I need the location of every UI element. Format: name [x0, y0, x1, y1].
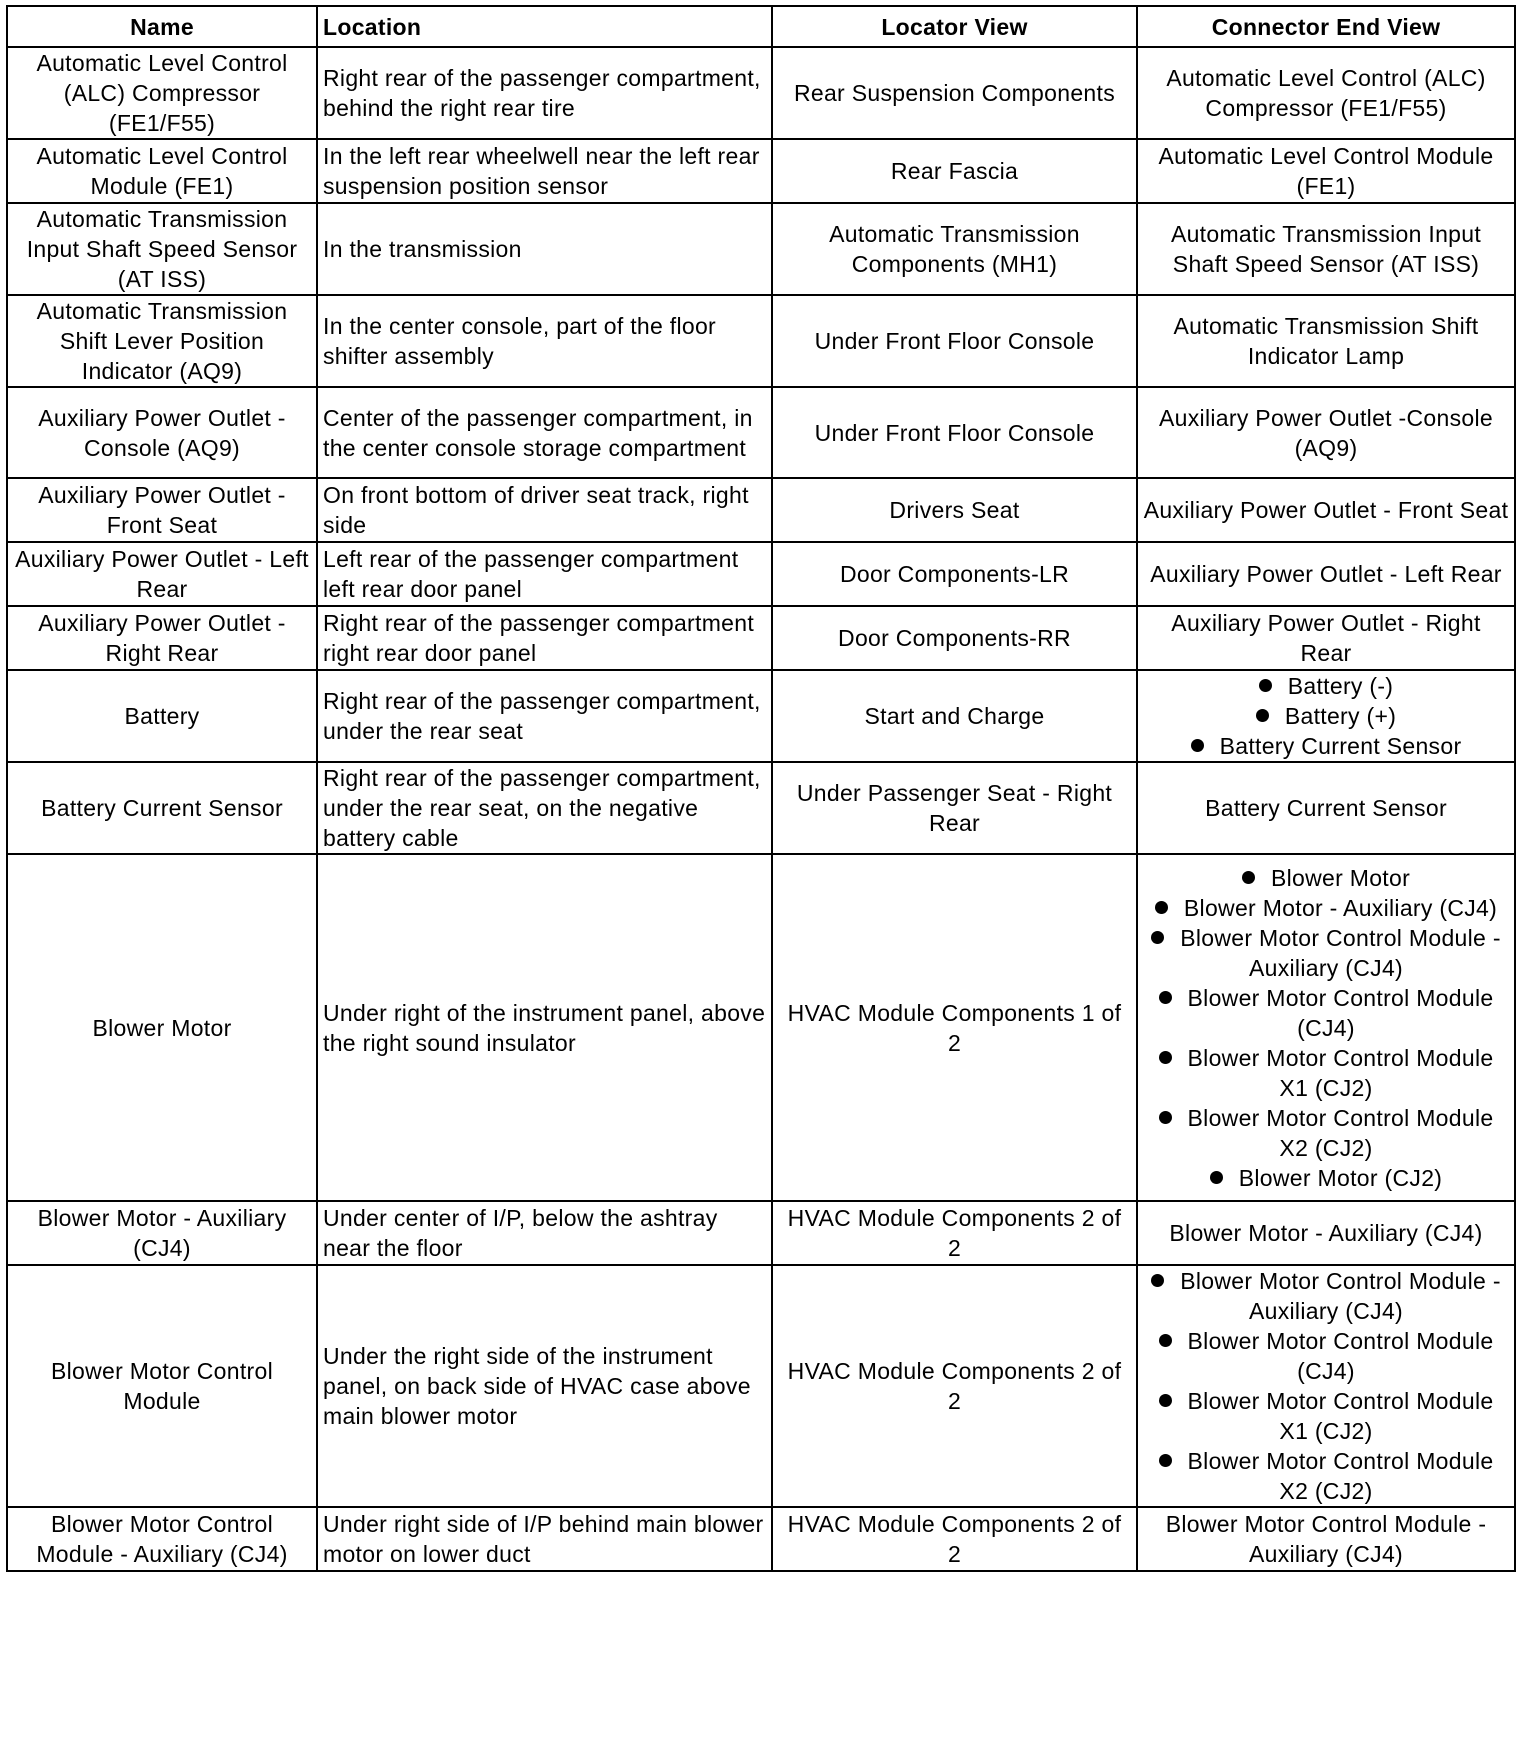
cell-name: Automatic Transmission Input Shaft Speed Sensor (AT ISS) [7, 203, 317, 295]
cell-location: In the transmission [317, 203, 772, 295]
connector-list [1143, 863, 1509, 1193]
table-row [7, 542, 1515, 606]
bullet-icon [1155, 901, 1168, 914]
cell-name: Blower Motor Control Module [7, 1265, 317, 1507]
cell-locator-view: Rear Suspension Components [772, 47, 1137, 139]
bullet-icon [1242, 871, 1255, 884]
table-row [7, 139, 1515, 203]
table-row [7, 1265, 1515, 1507]
connector-label: Blower Motor Control Module X1 (CJ2) [1187, 1388, 1494, 1444]
cell-location: Under center of I/P, below the ashtray near the floor [317, 1201, 772, 1265]
cell-name: Auxiliary Power Outlet - Left Rear [7, 542, 317, 606]
cell-connector-end-view: Auxiliary Power Outlet - Left Rear [1137, 542, 1515, 606]
cell-locator-view: Door Components-RR [772, 606, 1137, 670]
cell-connector-end-view: Auxiliary Power Outlet - Front Seat [1137, 478, 1515, 542]
cell-locator-view: Drivers Seat [772, 478, 1137, 542]
connector-label: Blower Motor - Auxiliary (CJ4) [1183, 894, 1498, 921]
connector-list [1143, 1266, 1509, 1506]
bullet-icon [1159, 1051, 1172, 1064]
cell-name: Automatic Level Control (ALC) Compressor (FE1/F55) [7, 47, 317, 139]
cell-locator-view: Automatic Transmission Components (MH1) [772, 203, 1137, 295]
table-row [7, 1201, 1515, 1265]
cell-locator-view: Under Front Floor Console [772, 295, 1137, 387]
bullet-icon [1151, 931, 1164, 944]
cell-name: Blower Motor [7, 854, 317, 1201]
cell-name: Blower Motor - Auxiliary (CJ4) [7, 1201, 317, 1265]
cell-location: Right rear of the passenger compartment, behind the right rear tire [317, 47, 772, 139]
connector-list [1143, 671, 1509, 761]
table-row [7, 762, 1515, 854]
cell-connector-end-view [1137, 670, 1515, 762]
cell-name: Blower Motor Control Module - Auxiliary (CJ4) [7, 1507, 317, 1571]
bullet-icon [1210, 1171, 1223, 1184]
connector-list-item [1143, 1446, 1509, 1506]
cell-locator-view: HVAC Module Components 2 of 2 [772, 1507, 1137, 1571]
cell-locator-view: Rear Fascia [772, 139, 1137, 203]
bullet-icon [1259, 679, 1272, 692]
cell-name: Automatic Transmission Shift Lever Position Indicator (AQ9) [7, 295, 317, 387]
cell-locator-view: Start and Charge [772, 670, 1137, 762]
bullet-icon [1159, 991, 1172, 1004]
connector-list-item [1143, 863, 1509, 893]
table-body [7, 47, 1515, 1571]
cell-location: Under the right side of the instrument panel, on back side of HVAC case above main blower motor [317, 1265, 772, 1507]
cell-location: Under right side of I/P behind main blower motor on lower duct [317, 1507, 772, 1571]
connector-label: Blower Motor Control Module X1 (CJ2) [1187, 1044, 1494, 1101]
connector-label: Battery (-) [1287, 673, 1394, 699]
cell-connector-end-view: Blower Motor - Auxiliary (CJ4) [1137, 1201, 1515, 1265]
connector-list-item [1143, 893, 1509, 923]
table-row [7, 295, 1515, 387]
bullet-icon [1151, 1274, 1164, 1287]
component-locator-table [6, 5, 1516, 1572]
cell-connector-end-view: Automatic Transmission Shift Indicator Lamp [1137, 295, 1515, 387]
table-row [7, 670, 1515, 762]
table-row [7, 203, 1515, 295]
cell-location: Right rear of the passenger compartment, under the rear seat, on the negative battery cable [317, 762, 772, 854]
cell-location: Under right of the instrument panel, above the right sound insulator [317, 854, 772, 1201]
cell-connector-end-view: Auxiliary Power Outlet -Console (AQ9) [1137, 387, 1515, 478]
connector-label: Battery Current Sensor [1219, 733, 1462, 759]
connector-list-item [1143, 1103, 1509, 1163]
bullet-icon [1256, 709, 1269, 722]
bullet-icon [1159, 1394, 1172, 1407]
component-locator-table-container [6, 5, 1516, 1572]
connector-label: Blower Motor [1270, 864, 1411, 891]
cell-connector-end-view: Automatic Level Control Module (FE1) [1137, 139, 1515, 203]
bullet-icon [1159, 1454, 1172, 1467]
bullet-icon [1159, 1111, 1172, 1124]
cell-connector-end-view: Battery Current Sensor [1137, 762, 1515, 854]
cell-connector-end-view: Blower Motor Control Module - Auxiliary (CJ4) [1137, 1507, 1515, 1571]
cell-name: Battery [7, 670, 317, 762]
table-row [7, 606, 1515, 670]
cell-name: Auxiliary Power Outlet - Console (AQ9) [7, 387, 317, 478]
connector-label: Blower Motor Control Module X2 (CJ2) [1187, 1448, 1494, 1504]
connector-list-item [1143, 671, 1509, 701]
connector-label: Blower Motor Control Module (CJ4) [1187, 1328, 1494, 1384]
connector-list-item [1143, 1163, 1509, 1193]
connector-list-item [1143, 1266, 1509, 1326]
header-name: Name [7, 6, 317, 47]
cell-location: In the center console, part of the floor shifter assembly [317, 295, 772, 387]
cell-name: Auxiliary Power Outlet - Right Rear [7, 606, 317, 670]
cell-location: Left rear of the passenger compartment left rear door panel [317, 542, 772, 606]
connector-list-item [1143, 1386, 1509, 1446]
cell-connector-end-view: Automatic Level Control (ALC) Compressor (FE1/F55) [1137, 47, 1515, 139]
cell-location: Right rear of the passenger compartment, under the rear seat [317, 670, 772, 762]
cell-locator-view: HVAC Module Components 2 of 2 [772, 1201, 1137, 1265]
cell-location: Center of the passenger compartment, in the center console storage compartment [317, 387, 772, 478]
cell-locator-view: Under Passenger Seat - Right Rear [772, 762, 1137, 854]
connector-list-item [1143, 701, 1509, 731]
bullet-icon [1159, 1334, 1172, 1347]
connector-list-item [1143, 983, 1509, 1043]
cell-name: Battery Current Sensor [7, 762, 317, 854]
header-connector-end-view: Connector End View [1137, 6, 1515, 47]
connector-label: Blower Motor Control Module X2 (CJ2) [1187, 1104, 1494, 1161]
cell-connector-end-view [1137, 854, 1515, 1201]
table-row [7, 1507, 1515, 1571]
connector-label: Blower Motor (CJ2) [1238, 1164, 1443, 1191]
cell-location: On front bottom of driver seat track, right side [317, 478, 772, 542]
header-location: Location [317, 6, 772, 47]
cell-name: Automatic Level Control Module (FE1) [7, 139, 317, 203]
cell-connector-end-view: Auxiliary Power Outlet - Right Rear [1137, 606, 1515, 670]
cell-locator-view: Door Components-LR [772, 542, 1137, 606]
connector-label: Blower Motor Control Module - Auxiliary (CJ4) [1180, 924, 1501, 981]
table-row [7, 47, 1515, 139]
cell-locator-view: Under Front Floor Console [772, 387, 1137, 478]
connector-list-item [1143, 731, 1509, 761]
cell-locator-view: HVAC Module Components 2 of 2 [772, 1265, 1137, 1507]
connector-list-item [1143, 1326, 1509, 1386]
cell-connector-end-view [1137, 1265, 1515, 1507]
cell-location: Right rear of the passenger compartment right rear door panel [317, 606, 772, 670]
bullet-icon [1191, 739, 1204, 752]
connector-list-item [1143, 1043, 1509, 1103]
table-row [7, 478, 1515, 542]
cell-connector-end-view: Automatic Transmission Input Shaft Speed Sensor (AT ISS) [1137, 203, 1515, 295]
table-row [7, 854, 1515, 1201]
cell-name: Auxiliary Power Outlet - Front Seat [7, 478, 317, 542]
connector-label: Blower Motor Control Module (CJ4) [1187, 984, 1494, 1041]
cell-location: In the left rear wheelwell near the left rear suspension position sensor [317, 139, 772, 203]
connector-label: Blower Motor Control Module - Auxiliary (CJ4) [1180, 1268, 1501, 1324]
cell-locator-view: HVAC Module Components 1 of 2 [772, 854, 1137, 1201]
header-row [7, 6, 1515, 47]
connector-list-item [1143, 923, 1509, 983]
connector-label: Battery (+) [1284, 703, 1397, 729]
table-row [7, 387, 1515, 478]
header-locator-view: Locator View [772, 6, 1137, 47]
